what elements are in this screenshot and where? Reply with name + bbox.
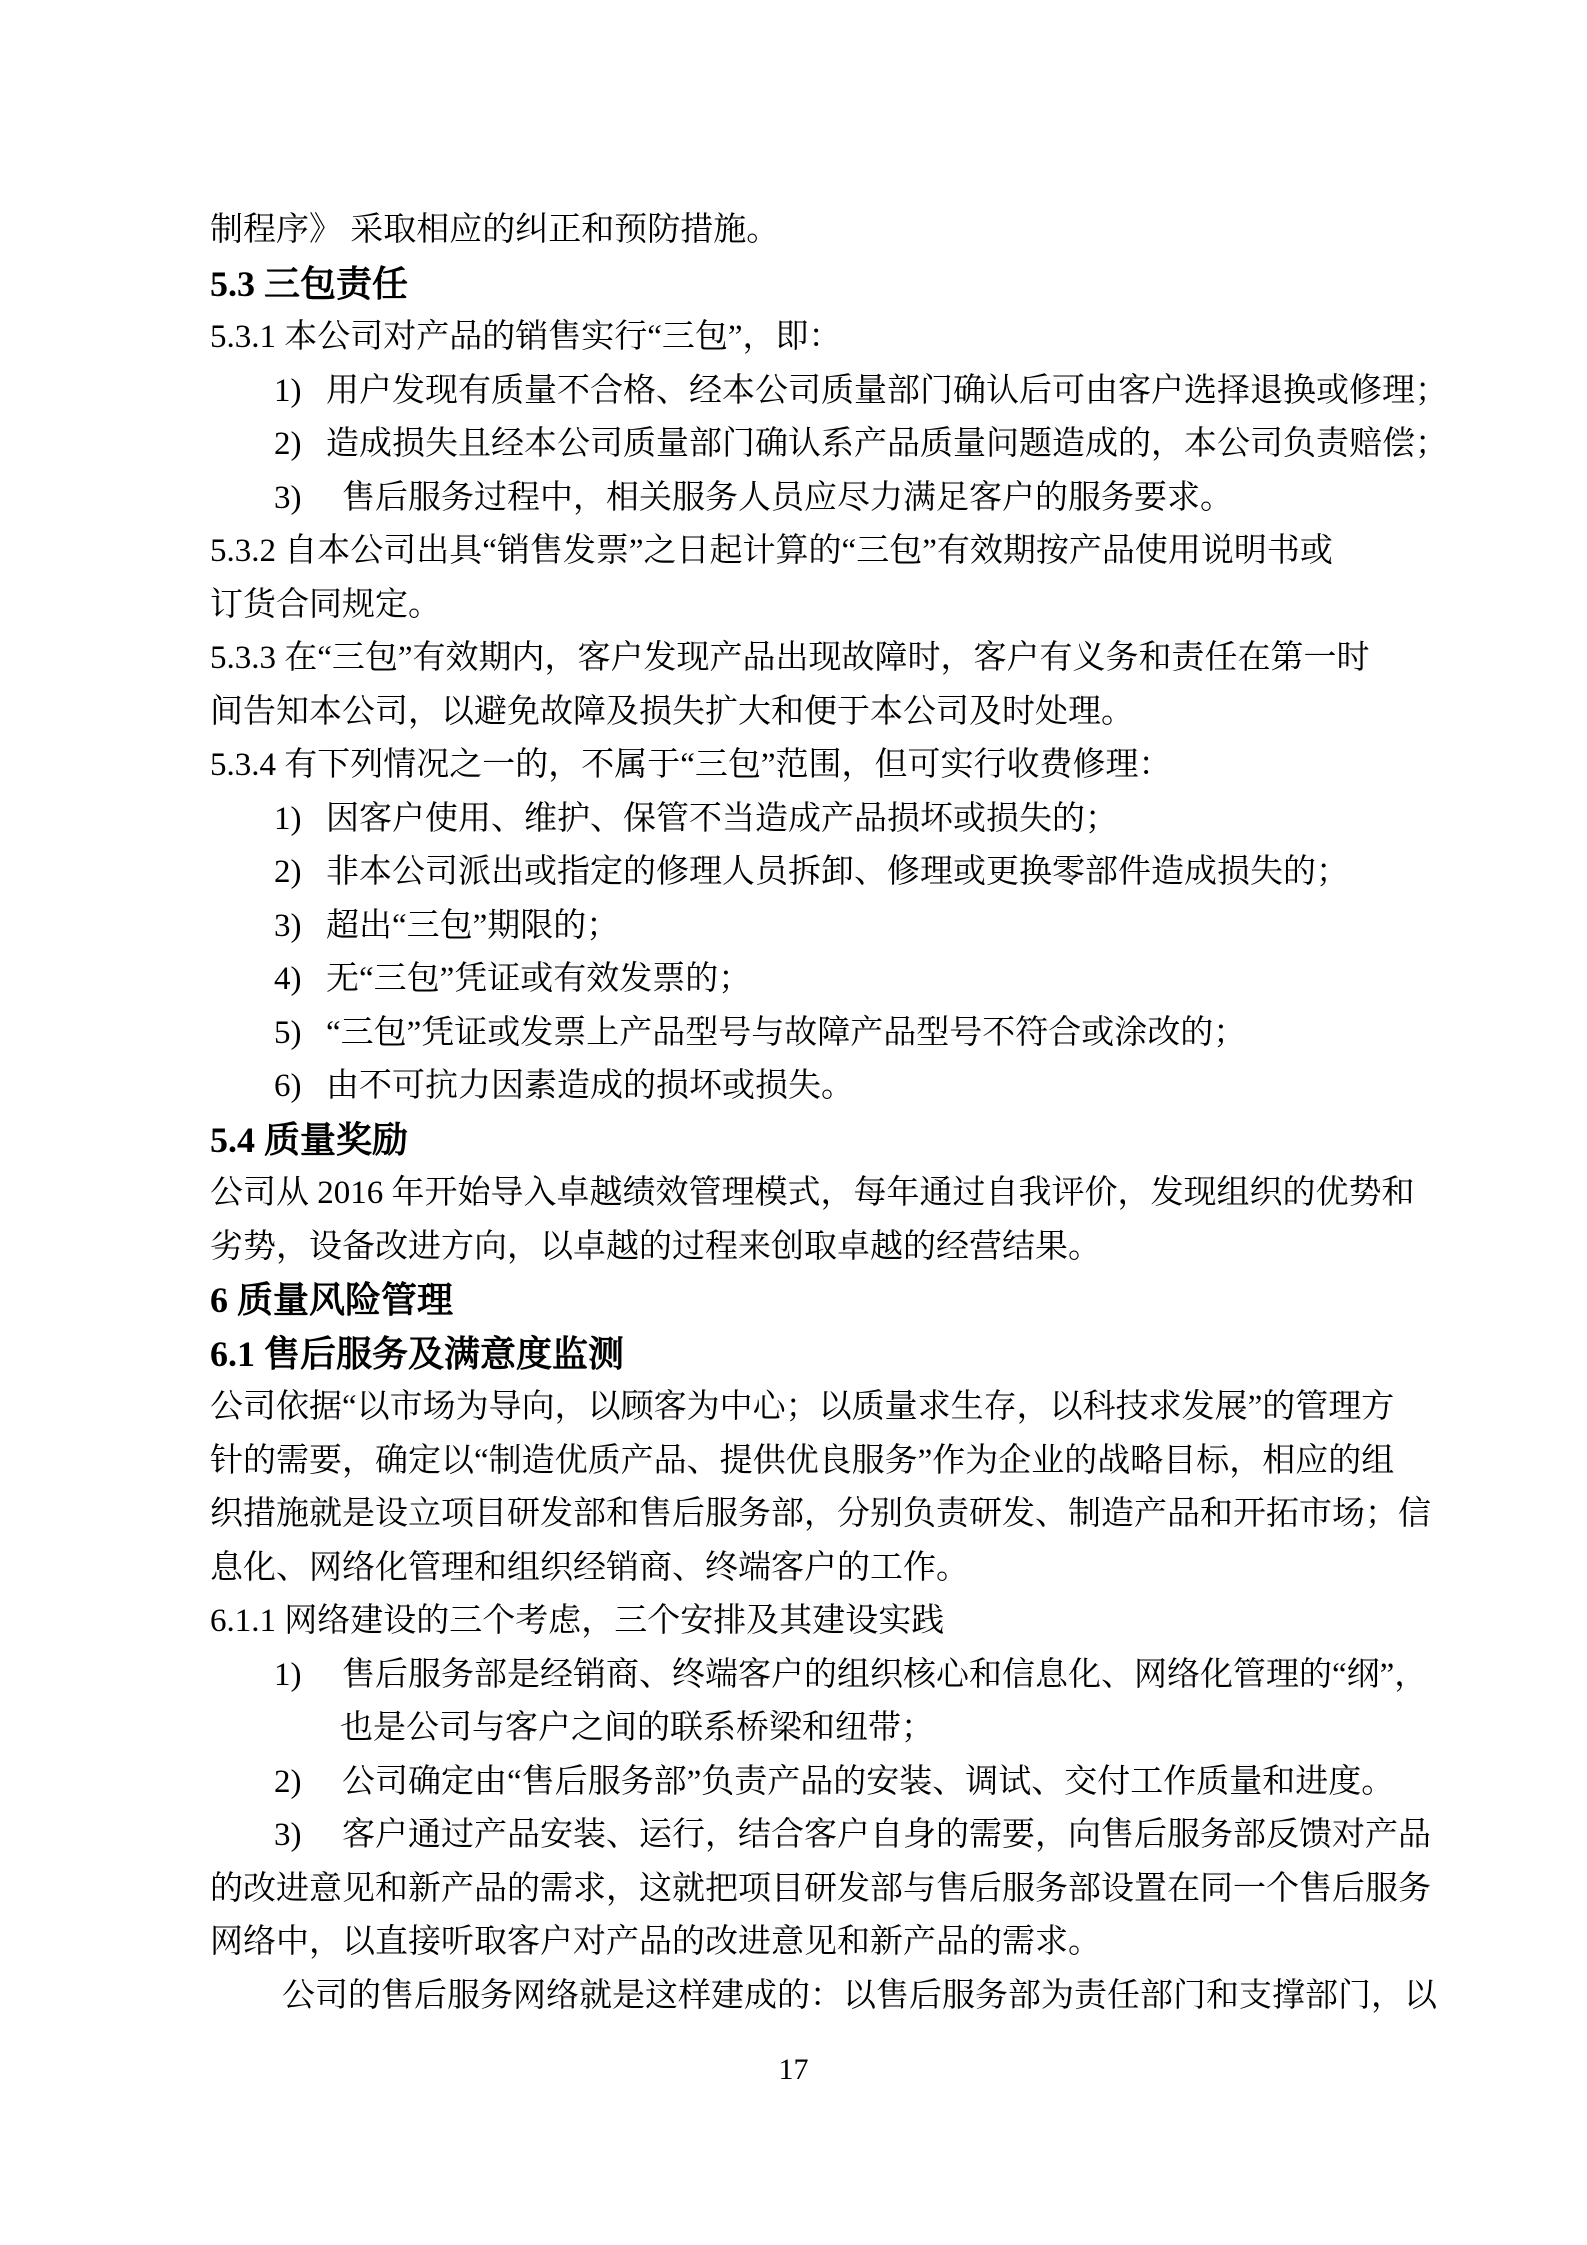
list-item	[210, 472, 1390, 526]
list-item	[210, 953, 1390, 1007]
paragraph-line: 针的需要，确定以“制造优质产品、提供优良服务”作为企业的战略目标，相应的组	[210, 1442, 1395, 1479]
page-number: 17	[778, 2053, 809, 2086]
list-item-text: 非本公司派出或指定的修理人员拆卸、修理或更换零部件造成损失的；	[326, 854, 1349, 890]
list-item-number: 2)	[274, 426, 302, 462]
paragraph-line: 6.1.1 网络建设的三个考虑，三个安排及其建设实践	[210, 1603, 945, 1639]
list-item-text: 售后服务过程中，相关服务人员应尽力满足客户的服务要求。	[342, 479, 1233, 516]
paragraph-line: 网络中，以直接听取客户对产品的改进意见和新产品的需求。	[210, 1924, 1101, 1960]
list-item	[210, 1809, 1431, 1863]
list-item-number: 5)	[274, 1014, 302, 1051]
document-body	[210, 0, 1448, 2023]
paragraph-line: 公司的售后服务网络就是这样建成的：以售后服务部为责任部门和支撑部门，以	[282, 1977, 1437, 2014]
paragraph-line: 5.3.2 自本公司出具“销售发票”之日起计算的“三包”有效期按产品使用说明书或	[210, 533, 1333, 569]
list-item	[210, 1007, 1390, 1061]
paragraph-line: 公司从 2016 年开始导入卓越绩效管理模式，每年通过自我评价，发现组织的优势和	[210, 1175, 1415, 1211]
paragraph-line: 息化、网络化管理和组织经销商、终端客户的工作。	[210, 1549, 969, 1586]
paragraph-line: 制程序》 采取相应的纠正和预防措施。	[210, 212, 780, 248]
list-item-text: 超出“三包”期限的；	[326, 907, 620, 944]
paragraph-line: 5.3.3 在“三包”有效期内，客户发现产品出现故障时，客户有义务和责任在第一时	[210, 640, 1370, 676]
list-item-continuation: 也是公司与客户之间的联系桥梁和纽带；	[340, 1710, 934, 1746]
paragraph-line: 织措施就是设立项目研发部和售后服务部，分别负责研发、制造产品和开拓市场；信	[210, 1496, 1431, 1532]
list-item-number: 2)	[274, 854, 302, 890]
list-item-text: 因客户使用、维护、保管不当造成产品损坏或损失的；	[326, 800, 1118, 837]
list-item-text: 由不可抗力因素造成的损坏或损失。	[326, 1068, 854, 1104]
list-item	[210, 1060, 1390, 1114]
list-item	[210, 846, 1390, 900]
list-item	[210, 365, 1448, 419]
list-item-text: 售后服务部是经销商、终端客户的组织核心和信息化、网络化管理的“纲”，	[342, 1656, 1428, 1693]
section-heading: 6.1 售后服务及满意度监测	[210, 1333, 625, 1374]
list-item	[210, 1756, 1395, 1810]
list-item	[210, 900, 1390, 954]
list-item-text: 客户通过产品安装、运行，结合客户自身的需要，向售后服务部反馈对产品	[342, 1817, 1431, 1853]
paragraph-line: 公司依据“以市场为导向，以顾客为中心；以质量求生存，以科技求发展”的管理方	[210, 1389, 1395, 1425]
paragraph-line: 5.3.4 有下列情况之一的，不属于“三包”范围，但可实行收费修理：	[210, 747, 1172, 783]
list-item	[210, 1649, 1428, 1703]
list-item-number: 2)	[274, 1763, 302, 1800]
list-item-number: 6)	[274, 1068, 302, 1104]
list-item-number: 1)	[274, 800, 302, 837]
list-item-number: 1)	[274, 1656, 302, 1693]
list-item-number: 3)	[274, 1817, 302, 1853]
paragraph-line: 5.3.1 本公司对产品的销售实行“三包”，即：	[210, 319, 842, 355]
list-item-text: 用户发现有质量不合格、经本公司质量部门确认后可由客户选择退换或修理；	[326, 372, 1448, 409]
section-heading: 5.4 质量奖励	[210, 1119, 409, 1160]
list-item-text: “三包”凭证或发票上产品型号与故障产品型号不符合或涂改的；	[326, 1014, 1247, 1051]
list-item	[210, 418, 1448, 472]
list-item-text: 公司确定由“售后服务部”负责产品的安装、调试、交付工作质量和进度。	[342, 1763, 1395, 1800]
paragraph-line: 间告知本公司，以避免故障及损失扩大和便于本公司及时处理。	[210, 693, 1134, 730]
list-item-number: 4)	[274, 961, 302, 997]
list-item-number: 3)	[274, 907, 302, 944]
section-heading: 5.3 三包责任	[210, 263, 409, 304]
paragraph-line: 劣势，设备改进方向，以卓越的过程来创取卓越的经营结果。	[210, 1228, 1101, 1265]
list-item-number: 3)	[274, 479, 302, 516]
paragraph-line: 订货合同规定。	[210, 586, 441, 623]
section-heading: 6 质量风险管理	[210, 1280, 454, 1320]
list-item-number: 1)	[274, 372, 302, 409]
list-item	[210, 793, 1390, 847]
list-item-text: 无“三包”凭证或有效发票的；	[326, 961, 752, 997]
paragraph-line: 的改进意见和新产品的需求，这就把项目研发部与售后服务部设置在同一个售后服务	[210, 1870, 1431, 1907]
list-item-text: 造成损失且经本公司质量部门确认系产品质量问题造成的，本公司负责赔偿；	[326, 426, 1448, 462]
